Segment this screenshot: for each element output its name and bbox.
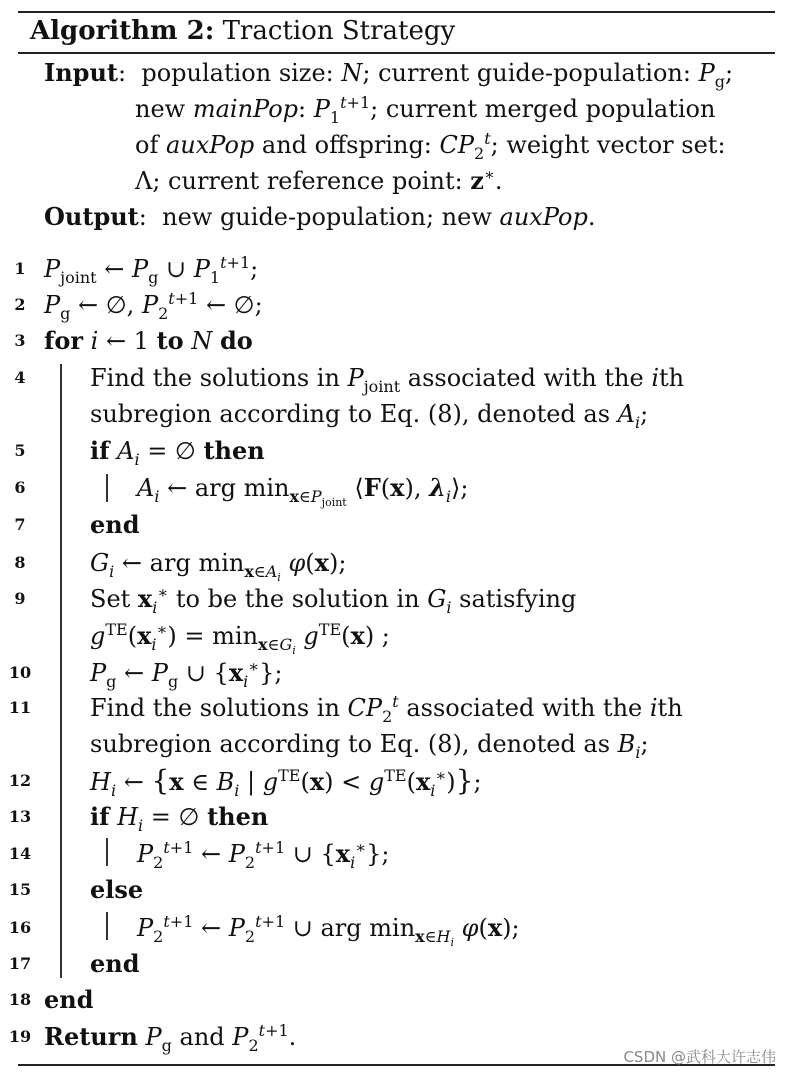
watermark: CSDN @武科大许志伟 (623, 1048, 776, 1066)
line-number: 11 (8, 698, 32, 717)
line-number: 4 (14, 368, 26, 387)
line-number: 10 (8, 663, 32, 682)
line-number: 1 (14, 259, 26, 278)
line-number: 16 (8, 918, 32, 937)
top-rule (18, 11, 775, 13)
line-number: 5 (14, 441, 26, 460)
output-label: Output (44, 202, 139, 231)
line-number: 7 (14, 515, 26, 534)
line-number: 2 (14, 295, 26, 314)
algorithm-label: Algorithm 2: (30, 16, 215, 46)
line-number: 6 (14, 478, 26, 497)
title-rule (18, 52, 775, 54)
input-line-3: of auxPop and offspring: $CP_2^t$; weight vector set: (135, 129, 726, 163)
line-number: 13 (8, 807, 32, 826)
line-number: 9 (14, 589, 26, 608)
line-number: 3 (14, 331, 26, 350)
line-number: 15 (8, 880, 32, 899)
if2-block-bar (106, 838, 108, 866)
line-number: 18 (8, 990, 32, 1009)
line-number: 19 (8, 1027, 32, 1046)
input-block: Input: population size: N; current guide-population: $P_g$; (44, 58, 734, 91)
algorithm-name: Traction Strategy (222, 16, 456, 46)
line-number: 14 (8, 844, 32, 863)
line-number: 8 (14, 553, 26, 572)
algorithm-title (30, 14, 455, 48)
input-line-4: Λ; current reference point: z∗. (135, 165, 503, 195)
else-block-bar (106, 912, 108, 940)
for-block-bar (60, 364, 62, 978)
line-number: 12 (8, 771, 32, 790)
input-line-2: new mainPop: $P_1^{t+1}$; current merged population (135, 93, 716, 127)
input-label: Input (44, 58, 118, 87)
output-block: Output: new guide-population; new auxPop. (44, 202, 596, 231)
if-block-bar (106, 474, 108, 502)
line-number: 17 (8, 954, 32, 973)
